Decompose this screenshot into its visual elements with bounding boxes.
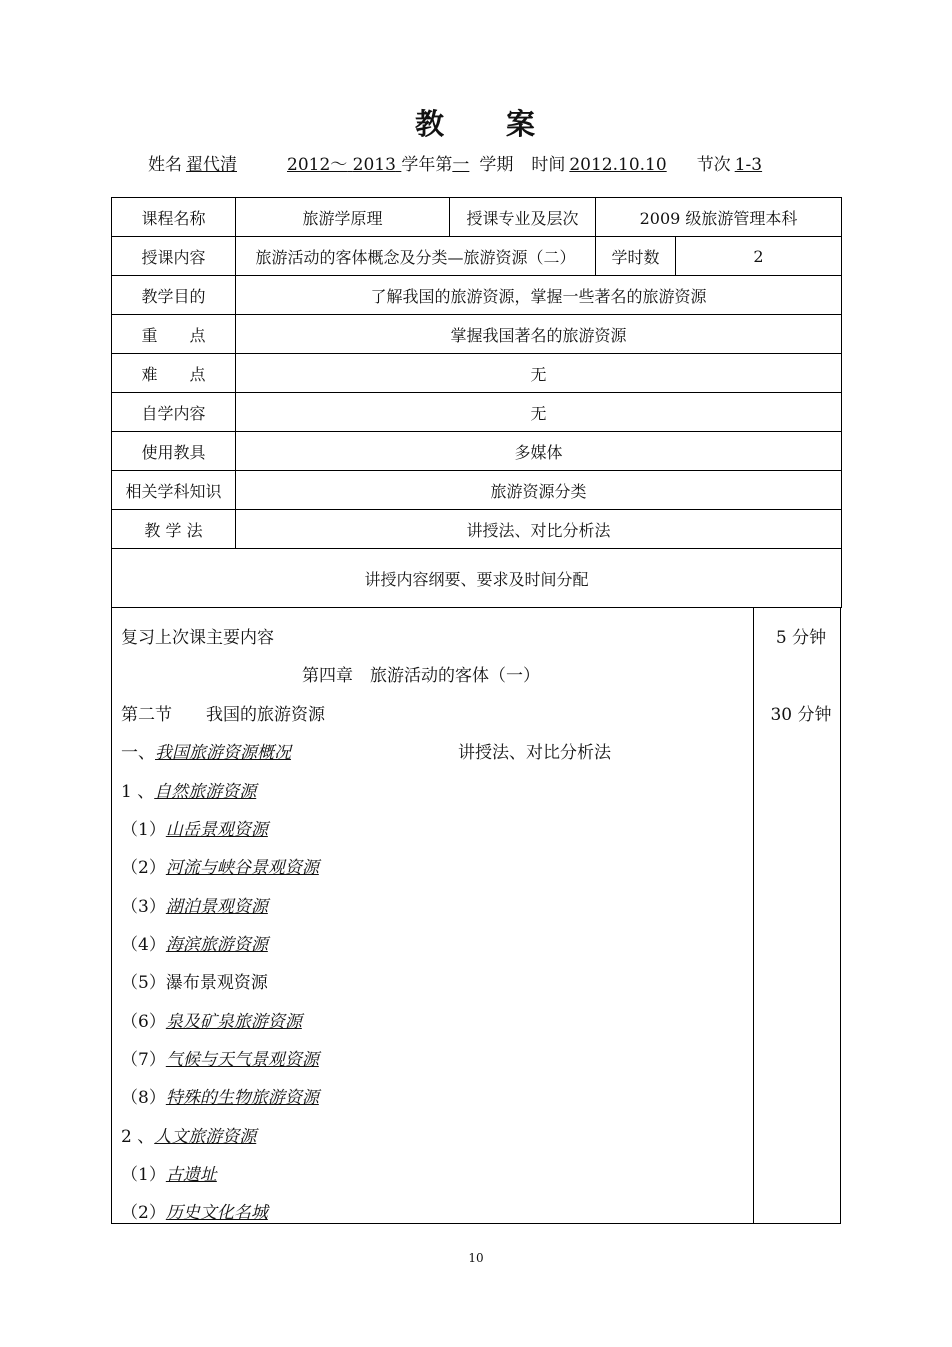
- period-label: 节次: [696, 155, 731, 175]
- hours-value: 2: [676, 237, 842, 276]
- major-value: 2009 级旅游管理本科: [596, 198, 842, 237]
- title-char-2: 案: [506, 107, 538, 141]
- list-item: （3）湖泊景观资源: [121, 896, 268, 917]
- goal-label: 教学目的: [112, 276, 236, 315]
- sub-cultural-line: 2 、人文旅游资源: [121, 1127, 257, 1147]
- time-label: 时间: [531, 155, 566, 175]
- period-value: 1-3: [734, 155, 763, 175]
- name-label: 姓名: [148, 155, 182, 175]
- tools-label: 使用教具: [112, 432, 236, 471]
- hours-label: 学时数: [596, 237, 676, 276]
- key-label: 重 点: [112, 315, 236, 354]
- related-value: 旅游资源分类: [236, 471, 842, 510]
- list-item: （2）河流与峡谷景观资源: [121, 858, 319, 879]
- list-item: （1）山岳景观资源: [121, 820, 268, 840]
- method-label: 教 学 法: [112, 510, 236, 549]
- review-time: 5 分钟: [775, 628, 827, 648]
- review-line: 复习上次课主要内容: [121, 628, 274, 648]
- difficult-value: 无: [236, 354, 842, 393]
- course-label: 课程名称: [112, 198, 236, 237]
- list-item: （2）历史文化名城: [121, 1203, 268, 1224]
- course-value: 旅游学原理: [236, 198, 450, 237]
- outline-header: 讲授内容纲要、要求及时间分配: [112, 549, 842, 608]
- lesson-body: [111, 607, 841, 1224]
- time-column-divider: [753, 607, 754, 1223]
- page-number: 10: [468, 1251, 484, 1265]
- time-value: 2012.10.10: [569, 155, 667, 175]
- table-row: [112, 276, 842, 315]
- header-meta: [148, 150, 768, 175]
- part-one-method: 讲授法、对比分析法: [458, 743, 611, 763]
- self-study-label: 自学内容: [112, 393, 236, 432]
- section-time: 30 分钟: [770, 705, 832, 725]
- list-item: （7）气候与天气景观资源: [121, 1049, 319, 1070]
- tools-value: 多媒体: [236, 432, 842, 471]
- difficult-label: 难 点: [112, 354, 236, 393]
- table-row: [112, 237, 842, 276]
- term-label: 学期: [479, 155, 514, 175]
- list-item: （5）瀑布景观资源: [121, 973, 268, 994]
- related-label: 相关学科知识: [112, 471, 236, 510]
- term-value: 一: [452, 155, 470, 175]
- name-value: 翟代清: [186, 155, 237, 175]
- sub-natural-line: 1 、自然旅游资源: [121, 782, 257, 802]
- table-row: [112, 549, 842, 608]
- section-heading: 第二节 我国的旅游资源: [121, 705, 325, 725]
- year-label: 学年第: [401, 155, 453, 175]
- table-row: [112, 432, 842, 471]
- table-row: [112, 198, 842, 237]
- list-item: （1）古遗址: [121, 1165, 217, 1185]
- table-row: [112, 354, 842, 393]
- self-study-value: 无: [236, 393, 842, 432]
- list-item: （6）泉及矿泉旅游资源: [121, 1011, 302, 1032]
- course-info-table: [111, 197, 842, 608]
- method-value: 讲授法、对比分析法: [236, 510, 842, 549]
- table-row: [112, 393, 842, 432]
- chapter-heading: 第四章 旅游活动的客体（一）: [302, 666, 540, 686]
- goal-value: 了解我国的旅游资源，掌握一些著名的旅游资源: [236, 276, 842, 315]
- key-value: 掌握我国著名的旅游资源: [236, 315, 842, 354]
- list-item: （8）特殊的生物旅游资源: [121, 1088, 319, 1109]
- part-one-line: 一、我国旅游资源概况: [121, 743, 291, 763]
- year-value: 2012～ 2013: [287, 155, 396, 175]
- major-label: 授课专业及层次: [450, 198, 596, 237]
- table-row: [112, 315, 842, 354]
- list-item: （4）海滨旅游资源: [121, 934, 268, 955]
- table-row: [112, 471, 842, 510]
- table-row: [112, 510, 842, 549]
- page-title: [0, 102, 952, 143]
- content-value: 旅游活动的客体概念及分类—旅游资源（二）: [236, 237, 596, 276]
- title-char-1: 教: [414, 107, 446, 141]
- content-label: 授课内容: [112, 237, 236, 276]
